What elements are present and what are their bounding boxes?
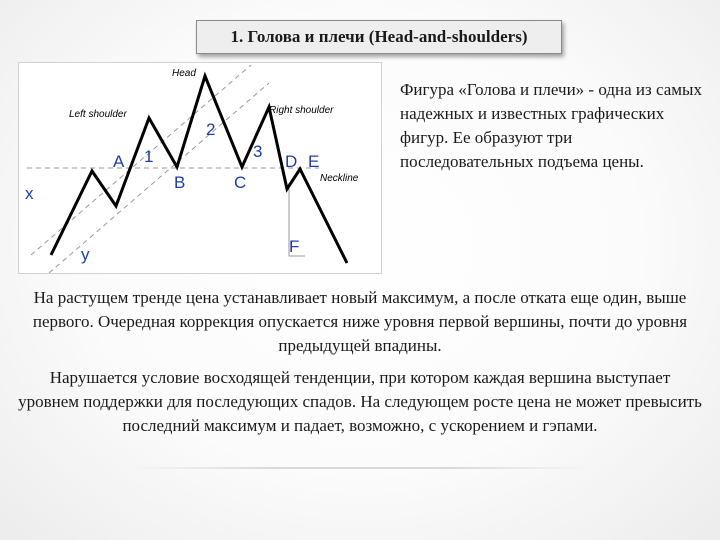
point-3-label: 3 bbox=[253, 142, 263, 161]
point-c-label: C bbox=[234, 173, 247, 192]
point-1-label: 1 bbox=[144, 147, 154, 166]
head-and-shoulders-figure bbox=[18, 62, 382, 274]
point-a-label: A bbox=[113, 152, 125, 171]
point-2-label: 2 bbox=[206, 120, 216, 139]
body-paragraph-1: На растущем тренде цена устанавливает новый максимум, а после отката еще один, выше первого. Очередная коррекция опускается ниже уровня первой вершины, почти до уровня предыдущей впадины. bbox=[32, 288, 688, 355]
left-shoulder-label: Left shoulder bbox=[69, 109, 127, 120]
neckline-label: Neckline bbox=[320, 173, 359, 184]
body-paragraph-2: Нарушается условие восходящей тенденции, при котором каждая вершина выступает уровнем поддержки для последующих спадов. На следующем росте цена не может превысить последний максимум и падает, возможно, с ускорением и гэпами. bbox=[18, 368, 702, 435]
head-label: Head bbox=[172, 68, 196, 79]
point-f-label: F bbox=[289, 237, 300, 256]
axis-y-label: y bbox=[81, 245, 90, 264]
pattern-description: Фигура «Голова и плечи» - одна из самых надежных и известных графических фигур. Ее образуют три последовательных подъема цены. bbox=[400, 80, 702, 171]
pattern-diagram bbox=[19, 63, 381, 273]
axis-x-label: x bbox=[25, 184, 34, 203]
point-e-label: E bbox=[308, 152, 320, 171]
bottom-divider bbox=[130, 467, 590, 469]
slide-title: 1. Голова и плечи (Head-and-shoulders) bbox=[196, 20, 562, 54]
point-d-label: D bbox=[285, 152, 298, 171]
point-b-label: B bbox=[174, 173, 186, 192]
right-shoulder-label: Right shoulder bbox=[269, 105, 334, 116]
